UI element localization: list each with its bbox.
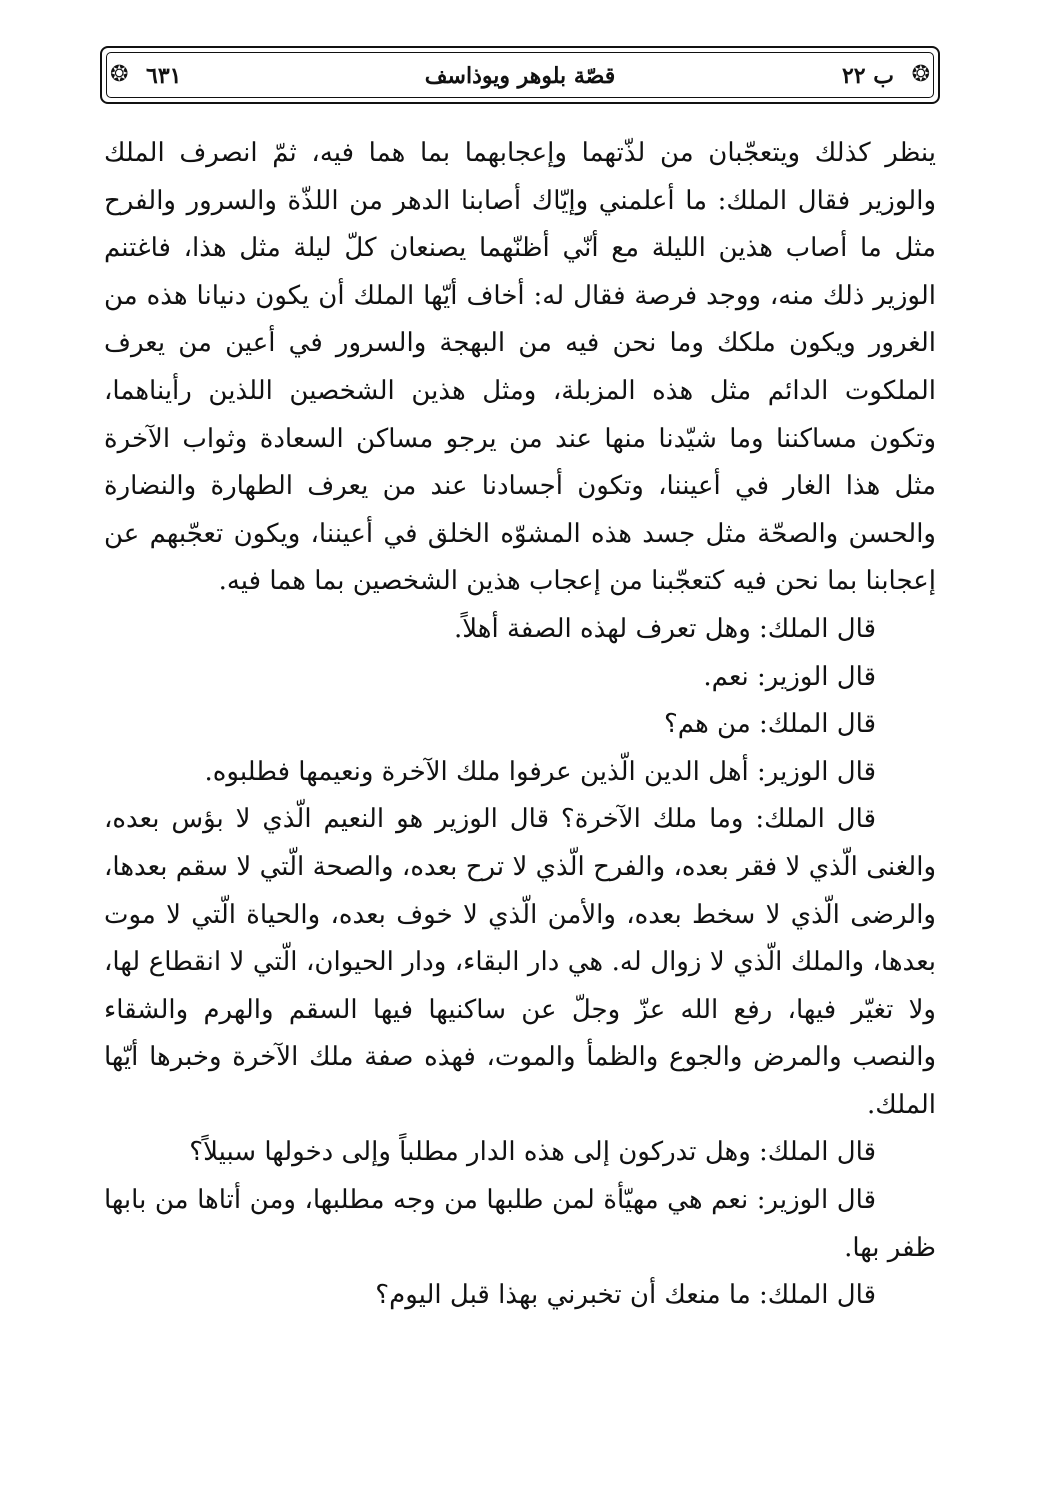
paragraph-dialogue: قال الملك: وما ملك الآخرة؟ قال الوزير هو النعيم الّذي لا بؤس بعده، والغنى الّذي لا فقر بعده، والفرح الّذي لا ترح بعده، والصحة الّتي لا سقم بعدها، والرضى الّذي لا سخط بعده، والأمن الّذي لا خوف بعده، والحياة الّتي لا موت بعدها، والملك الّذي لا زوال له. هي دار البقاء، ودار الحيوان، الّتي لا انقطاع لها، ولا تغيّر فيها، رفع الله عزّ وجلّ عن ساكنيها فيها السقم والهرم والشقاء والنصب والمرض والجوع والظمأ والموت، فهذه صفة ملك الآخرة وخبرها أيّها الملك.	[104, 804, 936, 1120]
paragraph-dialogue: قال الملك: ما منعك أن تخبرني بهذا قبل اليوم؟	[375, 1280, 876, 1311]
paragraph-dialogue: قال الوزير: نعم هي مهيّأة لمن طلبها من وجه مطلبها، ومن أتاها من بابها ظفر بها.	[104, 1185, 936, 1263]
paragraph-dialogue: قال الملك: من هم؟	[663, 709, 876, 740]
running-header	[100, 46, 940, 104]
paragraph-dialogue: قال الوزير: نعم.	[703, 661, 876, 692]
chapter-label: ب ٢٢	[841, 63, 894, 89]
book-title: قصّة بلوهر ويوذاسف	[424, 63, 616, 89]
page-number: ٦٣١	[146, 63, 182, 89]
paragraph-dialogue: قال الوزير: أهل الدين الّذين عرفوا ملك الآخرة ونعيمها فطلبوه.	[204, 756, 876, 787]
page-body	[104, 130, 936, 1320]
paragraph-dialogue: قال الملك: وهل تدركون إلى هذه الدار مطلباً وإلى دخولها سبيلاً؟	[189, 1137, 876, 1168]
ornament-left-icon: ❂	[110, 62, 129, 87]
paragraph-opening: ينظر كذلك ويتعجّبان من لذّتهما وإعجابهما بما هما فيه، ثمّ انصرف الملك والوزير فقال الملك: ما أعلمني وإيّاك أصابنا الدهر من اللذّة والسرور والفرح مثل ما أصاب هذين الليلة مع أنّي أظنّهما يصنعان كلّ ليلة مثل هذا، فاغتنم الوزير ذلك منه، ووجد فرصة فقال له: أخاف أيّها الملك أن يكون دنيانا هذه من الغرور ويكون ملكك وما نحن فيه من البهجة والسرور في أعين من يعرف الملكوت الدائم مثل هذه المزبلة، ومثل هذين الشخصين اللذين رأيناهما، وتكون مساكننا وما شيّدنا منها عند من يرجو مساكن السعادة وثواب الآخرة مثل هذا الغار في أعيننا، وتكون أجسادنا عند من يعرف الطهارة والنضارة والحسن والصحّة مثل جسد هذه المشوّه الخلق في أعيننا، ويكون تعجّبهم عن إعجابنا بما نحن فيه كتعجّبنا من إعجاب هذين الشخصين بما هما فيه.	[104, 138, 936, 597]
ornament-right-icon: ❂	[911, 62, 930, 87]
paragraph-dialogue: قال الملك: وهل تعرف لهذه الصفة أهلاً.	[454, 613, 876, 644]
